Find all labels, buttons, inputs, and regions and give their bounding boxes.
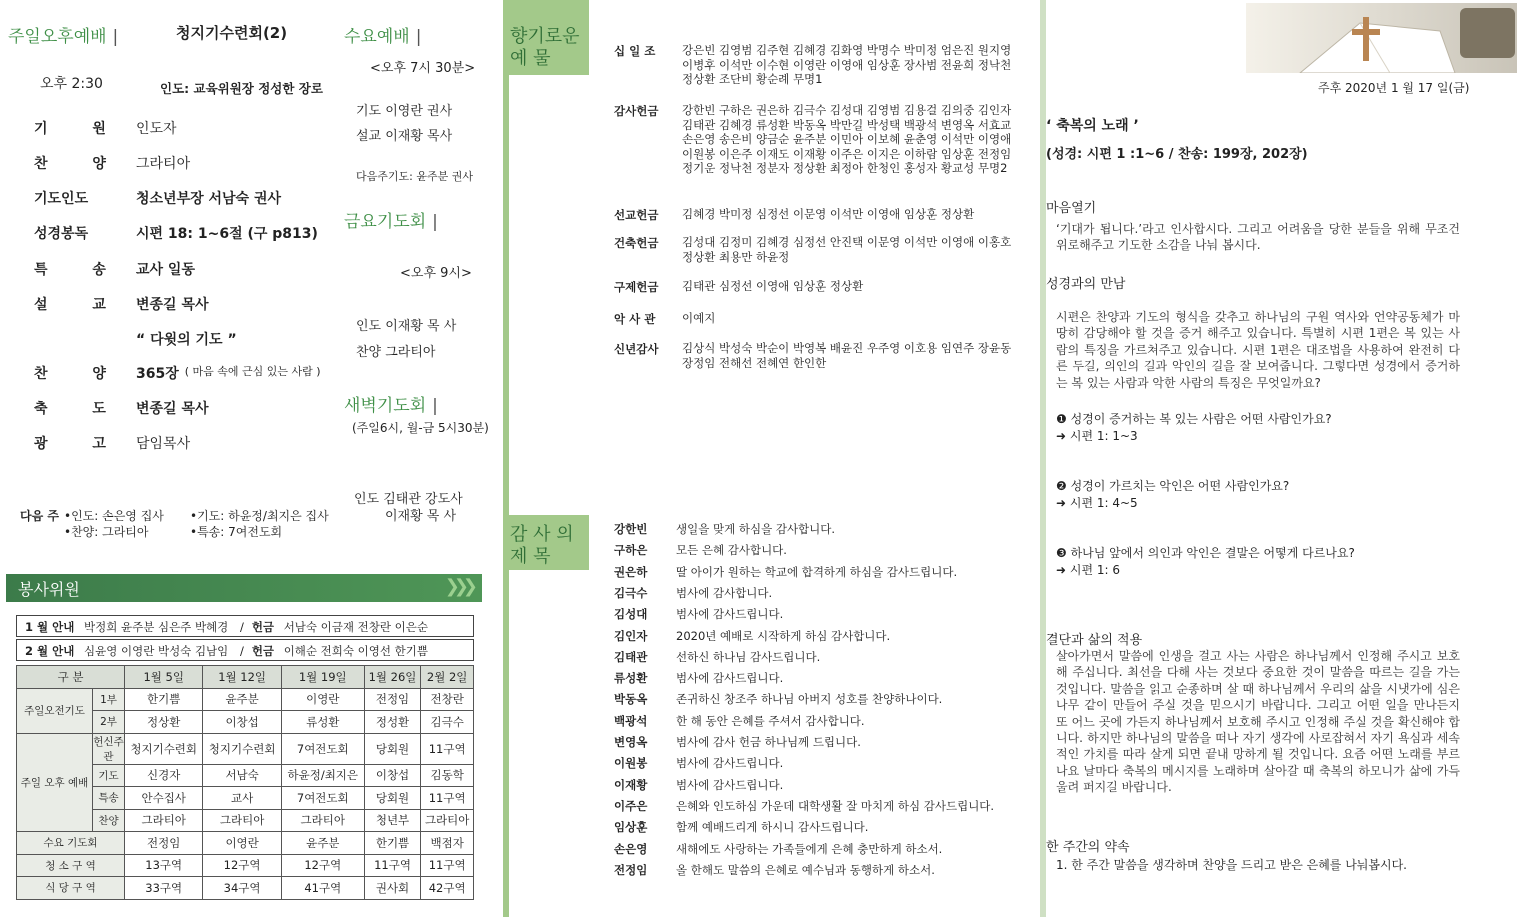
duty-cell: 2부 xyxy=(93,711,125,734)
question-1: ❶ 성경이 증거하는 복 있는 사람은 어떤 사람인가요? xyxy=(1056,412,1332,426)
thanks-row xyxy=(614,628,890,644)
wednesday-title: 수요예배 | xyxy=(344,27,422,47)
thanks-name: 이재황 xyxy=(614,777,648,792)
duty-cell: 청지기수련회 xyxy=(125,733,203,764)
duty-cell: 2월 2일 xyxy=(421,666,474,689)
thanks-text: 은혜와 인도하심 가운데 대학생활 잘 마치게 하심 감사드립니다. xyxy=(676,798,995,813)
thanks-row xyxy=(614,542,787,558)
order-note: ( 마음 속에 근심 있는 사람 ) xyxy=(184,365,321,378)
offering-category: 감사헌금 xyxy=(614,104,659,118)
offering-row xyxy=(614,103,1012,176)
thanks-row xyxy=(614,755,783,771)
thanks-row xyxy=(614,691,942,707)
sunday-pm-time: 오후 2:30 xyxy=(40,76,103,92)
order-label xyxy=(34,329,136,349)
duty-cell: 윤주분 xyxy=(203,688,281,711)
duty-cell: 1월 12일 xyxy=(203,666,281,689)
thanks-row xyxy=(614,819,868,835)
next-week-prayer: •기도: 하윤정/최지은 집사 xyxy=(190,509,329,523)
question-3: ❸ 하나님 앞에서 의인과 악인은 결말은 어떻게 다르나요? xyxy=(1056,546,1355,560)
thanks-row xyxy=(614,606,783,622)
jan-servants: 1 월 안내 박정희 윤주분 심은주 박혜경 / 헌금 서남숙 이금재 전창란 이은순 xyxy=(16,615,474,637)
thanks-name: 김극수 xyxy=(614,585,648,600)
thanks-text: 범사에 감사 헌금 하나님께 드립니다. xyxy=(676,735,861,749)
order-row xyxy=(34,118,177,138)
study-reference: (성경: 시편 1 :1~6 / 찬송: 199장, 202장) xyxy=(1046,147,1308,162)
thanks-name: 변영옥 xyxy=(614,735,648,749)
wednesday-sermon: 설교 이재황 목사 xyxy=(356,129,453,144)
thanks-name: 강한빈 xyxy=(614,522,648,536)
duty-cell: 11구역 xyxy=(421,733,474,764)
thanks-text: 범사에 감사드립니다. xyxy=(676,777,784,792)
order-label: 축 도 xyxy=(34,401,126,417)
thanks-name: 전정임 xyxy=(614,862,648,877)
duty-cell: 이창섭 xyxy=(364,764,421,787)
duty-cell: 정성환 xyxy=(364,711,421,734)
offering-row xyxy=(614,311,1012,327)
servants-banner xyxy=(6,574,482,602)
order-row xyxy=(34,188,281,208)
order-value: 365장 xyxy=(136,366,179,382)
panel-divider xyxy=(1040,0,1046,917)
next-week-label: 다음 주 xyxy=(20,509,59,523)
dawn-leader-1: 인도 김태관 강도사 xyxy=(354,492,463,507)
offering-row xyxy=(614,235,1012,264)
order-label: 찬 양 xyxy=(34,366,126,382)
order-value: 교사 일동 xyxy=(136,262,195,278)
order-row xyxy=(34,223,318,243)
thanks-text: 범사에 감사드립니다. xyxy=(676,607,784,622)
thanks-section-title: 감 사 의 제 목 xyxy=(510,524,574,567)
thanks-name: 임상훈 xyxy=(614,820,648,835)
thanks-text: 함께 예배드리게 하시니 감사드립니다. xyxy=(676,820,869,835)
sunday-pm-leader: 인도: 교육위원장 정성한 장로 xyxy=(160,81,323,96)
thanks-text: 올 한해도 말씀의 은혜로 예수님과 동행하게 하소서. xyxy=(676,862,935,877)
duty-cell: 김극수 xyxy=(421,711,474,734)
duty-cell: 교사 xyxy=(203,787,281,810)
wednesday-prayer: 기도 이영란 권사 xyxy=(356,104,453,119)
duty-cell: 1월 5일 xyxy=(125,666,203,689)
duty-cell: 신경자 xyxy=(125,764,203,787)
thanks-name: 김태관 xyxy=(614,649,648,664)
thanks-name: 손은영 xyxy=(614,841,648,856)
duty-cell: 청지기수련회 xyxy=(203,733,281,764)
wednesday-time: <오후 7시 30분> xyxy=(370,61,476,76)
header-blank xyxy=(1046,0,1246,75)
chevron-right-icon: ❯❯❯ xyxy=(444,576,472,597)
thanks-row xyxy=(614,798,994,814)
next-week-praise: •찬양: 그라티아 xyxy=(64,525,149,539)
duty-row xyxy=(17,877,474,900)
thanks-text: 딸 아이가 원하는 학교에 합격하게 하심을 감사드립니다. xyxy=(676,564,958,579)
order-row xyxy=(34,363,321,383)
duty-cell: 34구역 xyxy=(203,877,281,900)
duty-cell: 윤주분 xyxy=(281,832,364,855)
duty-row xyxy=(17,854,474,877)
thanks-text: 범사에 감사드립니다. xyxy=(676,671,784,686)
offering-row xyxy=(614,279,1012,295)
header-fade xyxy=(1232,0,1246,75)
duty-cell: 11구역 xyxy=(421,787,474,810)
duty-cell: 기도 xyxy=(93,764,125,787)
offering-names: 김혜경 박미정 심정선 이문영 이석만 이영애 임상훈 정상환 xyxy=(682,207,975,221)
offering-names: 김상식 박성숙 박순이 박영복 배윤진 우주영 이호용 임연주 장윤동 장정임 전해선 전혜연 한인한 xyxy=(682,341,1012,370)
duty-cell: 42구역 xyxy=(421,877,474,900)
order-label: 광 고 xyxy=(34,436,126,452)
offering-category: 건축헌금 xyxy=(614,236,659,250)
order-row xyxy=(34,153,190,173)
duty-cell: 11구역 xyxy=(364,854,421,877)
answer-1: ➜ 시편 1: 1~3 xyxy=(1056,429,1138,443)
duty-cell: 정상환 xyxy=(125,711,203,734)
duty-cell: 한기쁨 xyxy=(364,832,421,855)
thanks-row xyxy=(614,862,935,878)
duty-cell: 당회원 xyxy=(364,733,421,764)
apply-title: 결단과 삶의 적용 xyxy=(1046,633,1143,648)
thanks-text: 생일을 맞게 하심을 감사합니다. xyxy=(676,522,836,536)
open-text: ‘기대가 됩니다.’라고 인사합시다. 그리고 어려움을 당한 분들을 위해 무조건 위로해주고 기도한 소감을 나눠 봅시다. xyxy=(1056,222,1460,253)
duty-cell: 류성환 xyxy=(281,711,364,734)
friday-praise: 찬양 그라티아 xyxy=(356,345,436,360)
duty-cell: 찬양 xyxy=(93,809,125,832)
thanks-name: 김성대 xyxy=(614,607,648,622)
offering-category: 선교헌금 xyxy=(614,208,659,222)
thanks-text: 모든 은혜 감사합니다. xyxy=(676,543,787,558)
strip-edge xyxy=(503,570,509,917)
duty-cell: 7여전도회 xyxy=(281,733,364,764)
order-value: 그라티아 xyxy=(136,156,191,172)
thanks-row xyxy=(614,585,772,601)
duty-row xyxy=(17,688,474,711)
duty-cell: 1월 26일 xyxy=(364,666,421,689)
week-date: 주후 2020년 1 월 17 일(금) xyxy=(1318,81,1470,95)
order-value: 담임목사 xyxy=(136,436,191,452)
thanks-text: 새해에도 사랑하는 가족들에게 은혜 충만하게 하소서. xyxy=(676,841,943,856)
sunday-pm-title: 주일오후예배 | xyxy=(8,27,119,47)
duty-cell: 이영란 xyxy=(203,832,281,855)
bible-cross-image xyxy=(1240,3,1517,73)
duty-cell: 이영란 xyxy=(281,688,364,711)
offering-category: 신년감사 xyxy=(614,342,659,356)
order-label: 설 교 xyxy=(34,297,126,313)
duty-cell: 안수집사 xyxy=(125,787,203,810)
question-2: ❷ 성경이 가르치는 악인은 어떤 사람인가요? xyxy=(1056,479,1290,493)
duty-cell: 12구역 xyxy=(281,854,364,877)
duty-cell: 그라티아 xyxy=(203,809,281,832)
duty-cell: 헌신주관 xyxy=(93,733,125,764)
duty-cell: 주일오전기도 xyxy=(17,688,93,733)
duty-cell: 구 분 xyxy=(17,666,125,689)
thanks-row xyxy=(614,713,865,729)
offering-names: 김성대 김정미 김혜경 심정선 안진택 이문영 이석만 이영애 이홍호 정상환 최용만 하윤정 xyxy=(682,235,1012,264)
thanks-row xyxy=(614,649,820,665)
offering-row xyxy=(614,207,1012,223)
thanks-row xyxy=(614,841,942,857)
next-week-special: •특송: 7여전도회 xyxy=(190,525,283,539)
duty-cell: 그라티아 xyxy=(421,809,474,832)
answer-2: ➜ 시편 1: 4~5 xyxy=(1056,496,1138,510)
dawn-time: (주일6시, 월-금 5시30분) xyxy=(352,421,489,435)
offering-names: 강한빈 구하은 권은하 김극수 김성대 김영범 김용걸 김의중 김인자 김태관 김혜경 류성환 박동옥 박만길 박성택 백광석 변영옥 서효교 손은영 송은비 양금순 윤주분 이민아 이보혜 윤춘영 이석만 이영애 이원봉 이은주 이재도 이재황 이주은 이지은 이하람 임상훈 전정임 정기운 정낙천 정분자 정상환 최정아 한청인 홍성자 황교성 무명2 xyxy=(682,103,1012,175)
offering-category: 구제헌금 xyxy=(614,280,659,294)
order-row xyxy=(34,259,195,279)
thanks-text: 한 해 동안 은혜를 주셔서 감사합니다. xyxy=(676,713,865,728)
thanks-row xyxy=(614,564,957,580)
thanks-name: 류성환 xyxy=(614,671,648,686)
thanks-text: 범사에 감사합니다. xyxy=(676,585,773,600)
duty-cell: 당회원 xyxy=(364,787,421,810)
offering-row xyxy=(614,43,1012,87)
duty-cell: 청년부 xyxy=(364,809,421,832)
offering-row xyxy=(614,341,1012,370)
thanks-text: 2020년 예배로 시작하게 하심 감사합니다. xyxy=(676,628,891,643)
thanks-name: 이원봉 xyxy=(614,756,648,771)
sunday-pm-subtitle: 청지기수련회(2) xyxy=(176,24,288,42)
open-title: 마음열기 xyxy=(1046,201,1097,216)
thanks-name: 구하은 xyxy=(614,543,648,558)
answer-3: ➜ 시편 1: 6 xyxy=(1056,563,1120,577)
order-value: 변종길 목사 xyxy=(136,401,209,417)
friday-time: <오후 9시> xyxy=(400,266,472,281)
strip-gap xyxy=(503,570,589,917)
offering-names: 강은빈 김영범 김주현 김혜경 김화영 박명수 박미정 엄은진 원지영 이병후 이석만 이수현 이영란 이영애 임상훈 장사범 전윤희 정낙천 정상환 조단비 황순례 무명1 xyxy=(682,43,1012,86)
thanks-name: 박동옥 xyxy=(614,692,648,707)
strip-gap xyxy=(503,75,589,515)
duty-cell: 서남숙 xyxy=(203,764,281,787)
thanks-text: 존귀하신 창조주 하나님 아버지 성호를 찬양하나이다. xyxy=(676,692,943,707)
thanks-row xyxy=(614,521,835,537)
offering-names: 이예지 xyxy=(682,311,716,325)
duty-cell: 김동학 xyxy=(421,764,474,787)
duty-cell: 33구역 xyxy=(125,877,203,900)
duty-cell: 청 소 구 역 xyxy=(17,854,125,877)
duty-cell: 특송 xyxy=(93,787,125,810)
duty-cell: 백점자 xyxy=(421,832,474,855)
promise-text: 1. 한 주간 말씀을 생각하며 찬양을 드리고 받은 은혜를 나눠봅시다. xyxy=(1056,858,1407,872)
dawn-title: 새벽기도회 | xyxy=(344,396,438,416)
order-row xyxy=(34,329,237,349)
duty-cell: 수요 기도회 xyxy=(17,832,125,855)
duty-cell: 1월 19일 xyxy=(281,666,364,689)
servants-title: 봉사위원 xyxy=(18,580,80,599)
order-label: 특 송 xyxy=(34,262,126,278)
order-value: 변종길 목사 xyxy=(136,297,209,313)
duty-cell: 식 당 구 역 xyxy=(17,877,125,900)
thanks-row xyxy=(614,670,783,686)
order-value: 청소년부장 서남숙 권사 xyxy=(136,191,281,207)
friday-leader: 인도 이재황 목 사 xyxy=(356,319,457,334)
order-label: 기도인도 xyxy=(34,191,89,207)
order-label: 성경봉독 xyxy=(34,226,89,242)
order-value: 인도자 xyxy=(136,121,177,137)
thanks-name: 권은하 xyxy=(614,564,648,579)
duty-cell: 이창섭 xyxy=(203,711,281,734)
order-label: 찬 양 xyxy=(34,156,126,172)
duty-cell: 11구역 xyxy=(421,854,474,877)
duty-cell: 주일 오후 예배 xyxy=(17,733,93,832)
offering-category: 악 사 관 xyxy=(614,312,656,326)
thanks-row xyxy=(614,777,783,793)
friday-title: 금요기도회 | xyxy=(344,212,438,232)
duty-cell: 하윤정/최지은 xyxy=(281,764,364,787)
duty-cell: 그라티아 xyxy=(281,809,364,832)
order-row xyxy=(34,398,209,418)
promise-title: 한 주간의 약속 xyxy=(1046,840,1130,855)
thanks-name: 김인자 xyxy=(614,628,648,643)
thanks-row xyxy=(614,734,861,750)
duty-cell: 전정임 xyxy=(364,688,421,711)
offering-category: 십 일 조 xyxy=(614,44,656,58)
apply-text: 살아가면서 말씀에 인생을 걸고 사는 사람은 하나님께서 인정해 주시고 보호해 주십니다. 최선을 다해 사는 것보다 중요한 것이 말씀을 따르는 길을 가는 것입니다. 말씀을 읽고 순종하며 살 때 하나님께서 우리의 삶을 시냇가에 심은 나무 같이 만들어 주실 것을 믿으시기 바랍니다. 그리고 어떤 일을 만나든지 또 어느 곳에 가든지 하나님께서 보호해 주시고 인정해 주실 것을 확신해야 합니다. 하지만 하나님의 말씀을 떠나 자기 생각에 사로잡혀서 자기 욕심과 세속적인 가치를 따라 살게 되면 끝내 망하게 될 것입니다. 요즘 어떤 노래를 부르나요 날마다 축복의 메시지를 노래하며 살아갈 때 축복의 하모니가 삶에 가득 울려 퍼지길 바랍니다. xyxy=(1056,649,1460,795)
duty-cell: 전창란 xyxy=(421,688,474,711)
duty-row xyxy=(17,832,474,855)
thanks-name: 백광석 xyxy=(614,713,648,728)
order-row xyxy=(34,294,209,314)
offering-names: 김태관 심정선 이영애 임상훈 정상환 xyxy=(682,279,864,293)
offering-section-title: 향기로운 예 물 xyxy=(510,26,580,69)
strip-edge xyxy=(503,75,509,515)
order-label: 기 원 xyxy=(34,121,126,137)
duty-cell: 1부 xyxy=(93,688,125,711)
duty-cell: 전정임 xyxy=(125,832,203,855)
duty-cell: 13구역 xyxy=(125,854,203,877)
order-value: “ 다윗의 기도 ” xyxy=(136,332,237,348)
order-row xyxy=(34,433,190,453)
duty-cell: 7여전도회 xyxy=(281,787,364,810)
meet-text: 시편은 찬양과 기도의 형식을 갖추고 하나님의 구원 역사와 언약공동체가 마땅히 감당해야 할 것을 증거 해주고 있습니다. 특별히 시편 1편은 복 있는 사람의 특징을 가르쳐주고 있습니다. 시편 1편은 대조법을 사용하여 완전히 다른 두길, 의인의 길과 악인의 길을 잘 보여줍니다. 그렇다면 성경에서 증거하는 복 있는 사람과 악한 사람의 특징은 무엇일까요? xyxy=(1056,310,1460,390)
duty-row xyxy=(17,733,474,764)
feb-servants: 2 월 안내 심윤영 이영란 박성숙 김남임 / 헌금 이해순 전희숙 이영선 한기쁨 xyxy=(16,639,474,661)
worship-order-panel xyxy=(0,0,500,917)
duty-cell: 권사회 xyxy=(364,877,421,900)
duty-cell: 12구역 xyxy=(203,854,281,877)
duty-cell: 한기쁨 xyxy=(125,688,203,711)
next-week-leader: •인도: 손은영 집사 xyxy=(64,509,164,523)
duty-cell: 41구역 xyxy=(281,877,364,900)
thanks-name: 이주은 xyxy=(614,798,648,813)
thanks-text: 범사에 감사드립니다. xyxy=(676,756,784,771)
duty-cell: 그라티아 xyxy=(125,809,203,832)
duty-table xyxy=(16,665,474,900)
wednesday-next-prayer: 다음주기도: 윤주분 권사 xyxy=(356,170,473,183)
order-value: 시편 18: 1~6절 (구 p813) xyxy=(136,226,318,242)
dawn-leader-2: 이재황 목 사 xyxy=(385,509,457,524)
meet-title: 성경과의 만남 xyxy=(1046,277,1126,292)
study-theme: ‘ 축복의 노래 ’ xyxy=(1046,118,1139,134)
duty-head-row xyxy=(17,666,474,689)
thanks-text: 선하신 하나님 감사드립니다. xyxy=(676,649,821,664)
